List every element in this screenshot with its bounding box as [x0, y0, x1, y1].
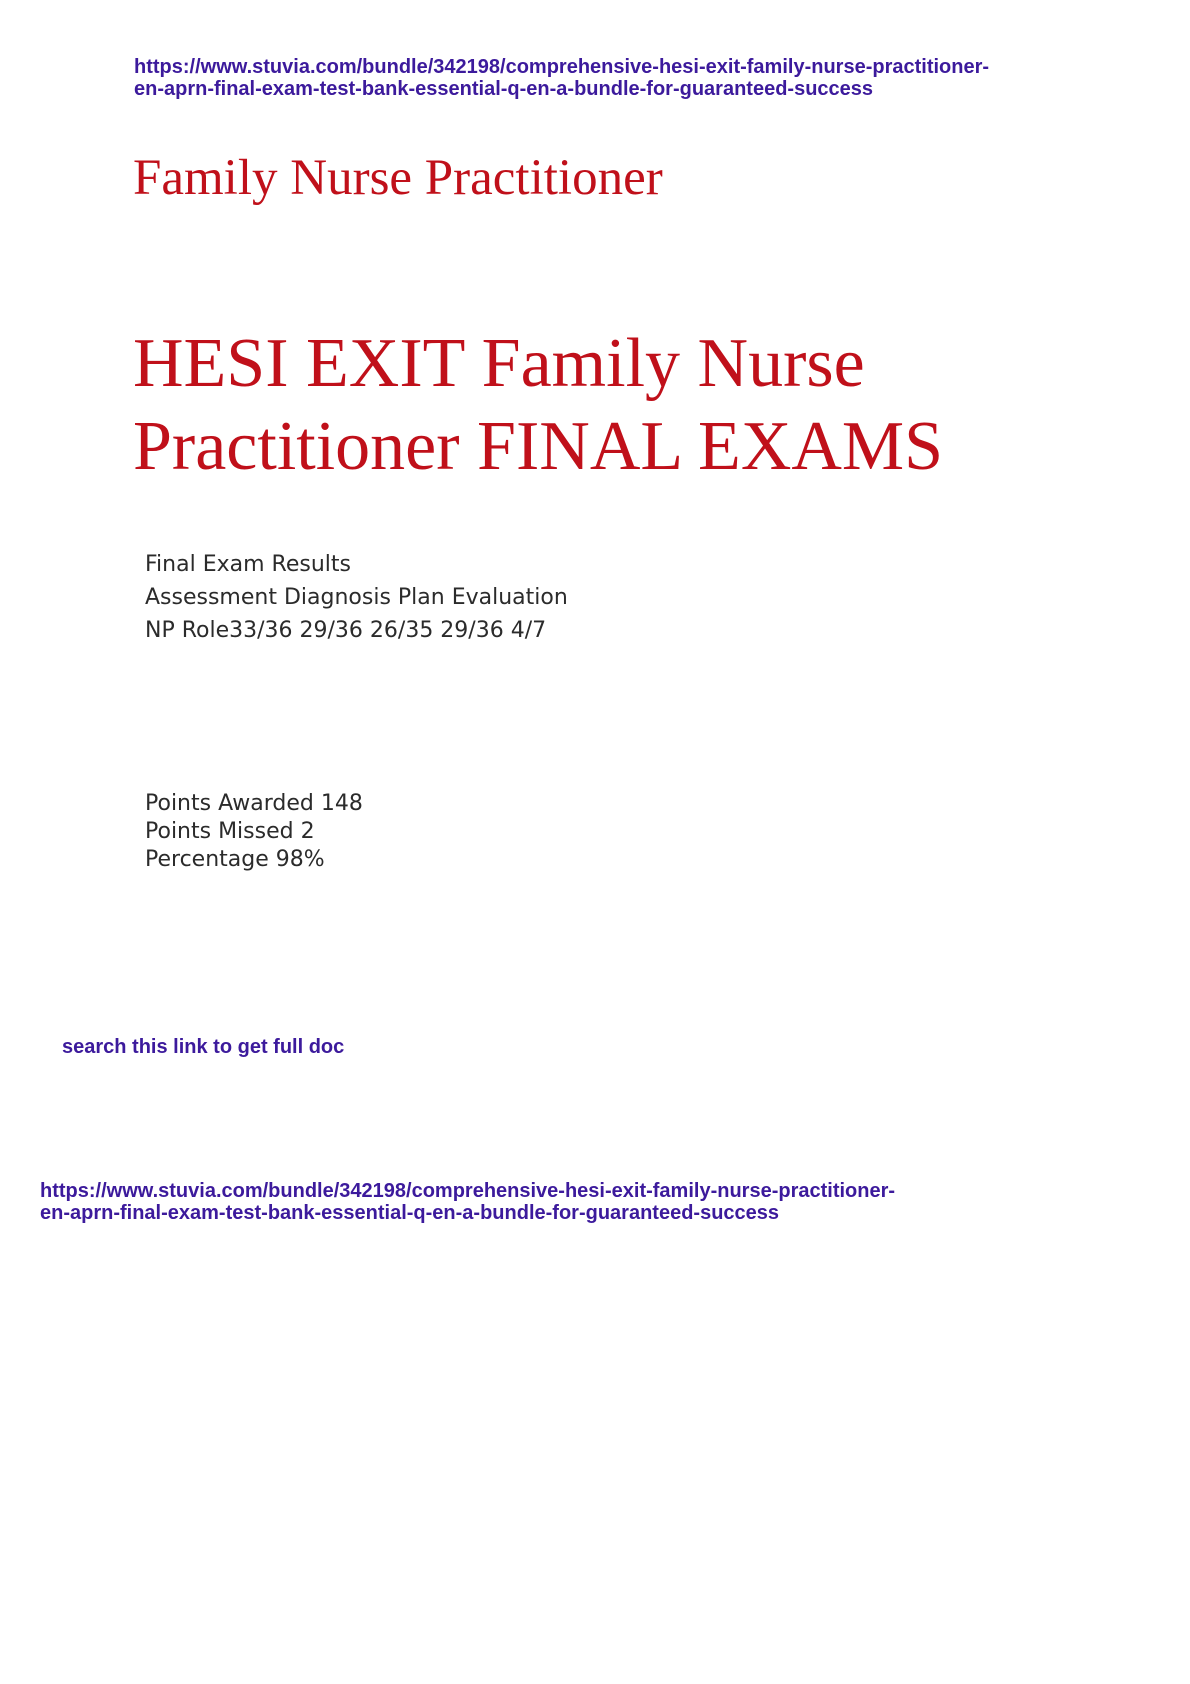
exam-results-block — [145, 548, 568, 647]
footer-link-line-1[interactable]: https://www.stuvia.com/bundle/342198/comprehensive-hesi-exit-family-nurse-practitioner- — [40, 1180, 896, 1202]
header-link-line-2[interactable]: en-aprn-final-exam-test-bank-essential-q-en-a-bundle-for-guaranteed-success — [134, 78, 874, 100]
points-percentage: Percentage 98% — [145, 847, 325, 872]
search-link-note: search this link to get full doc — [62, 1036, 345, 1058]
results-categories: Assessment Diagnosis Plan Evaluation — [145, 585, 568, 610]
document-subtitle: Family Nurse Practitioner — [133, 150, 663, 206]
results-heading: Final Exam Results — [145, 552, 351, 577]
results-scores: NP Role33/36 29/36 26/35 29/36 4/7 — [145, 618, 547, 643]
header-link-line-1[interactable]: https://www.stuvia.com/bundle/342198/comprehensive-hesi-exit-family-nurse-practitioner- — [134, 56, 990, 78]
header-link[interactable] — [134, 56, 989, 100]
points-missed: Points Missed 2 — [145, 819, 315, 844]
document-title-line-1: HESI EXIT Family Nurse — [133, 325, 865, 402]
footer-link[interactable] — [40, 1180, 895, 1224]
footer-link-line-2[interactable]: en-aprn-final-exam-test-bank-essential-q-en-a-bundle-for-guaranteed-success — [40, 1202, 780, 1224]
document-title — [133, 322, 943, 488]
document-title-line-2: Practitioner FINAL EXAMS — [133, 408, 944, 485]
points-summary-block — [145, 790, 363, 874]
points-awarded: Points Awarded 148 — [145, 791, 363, 816]
